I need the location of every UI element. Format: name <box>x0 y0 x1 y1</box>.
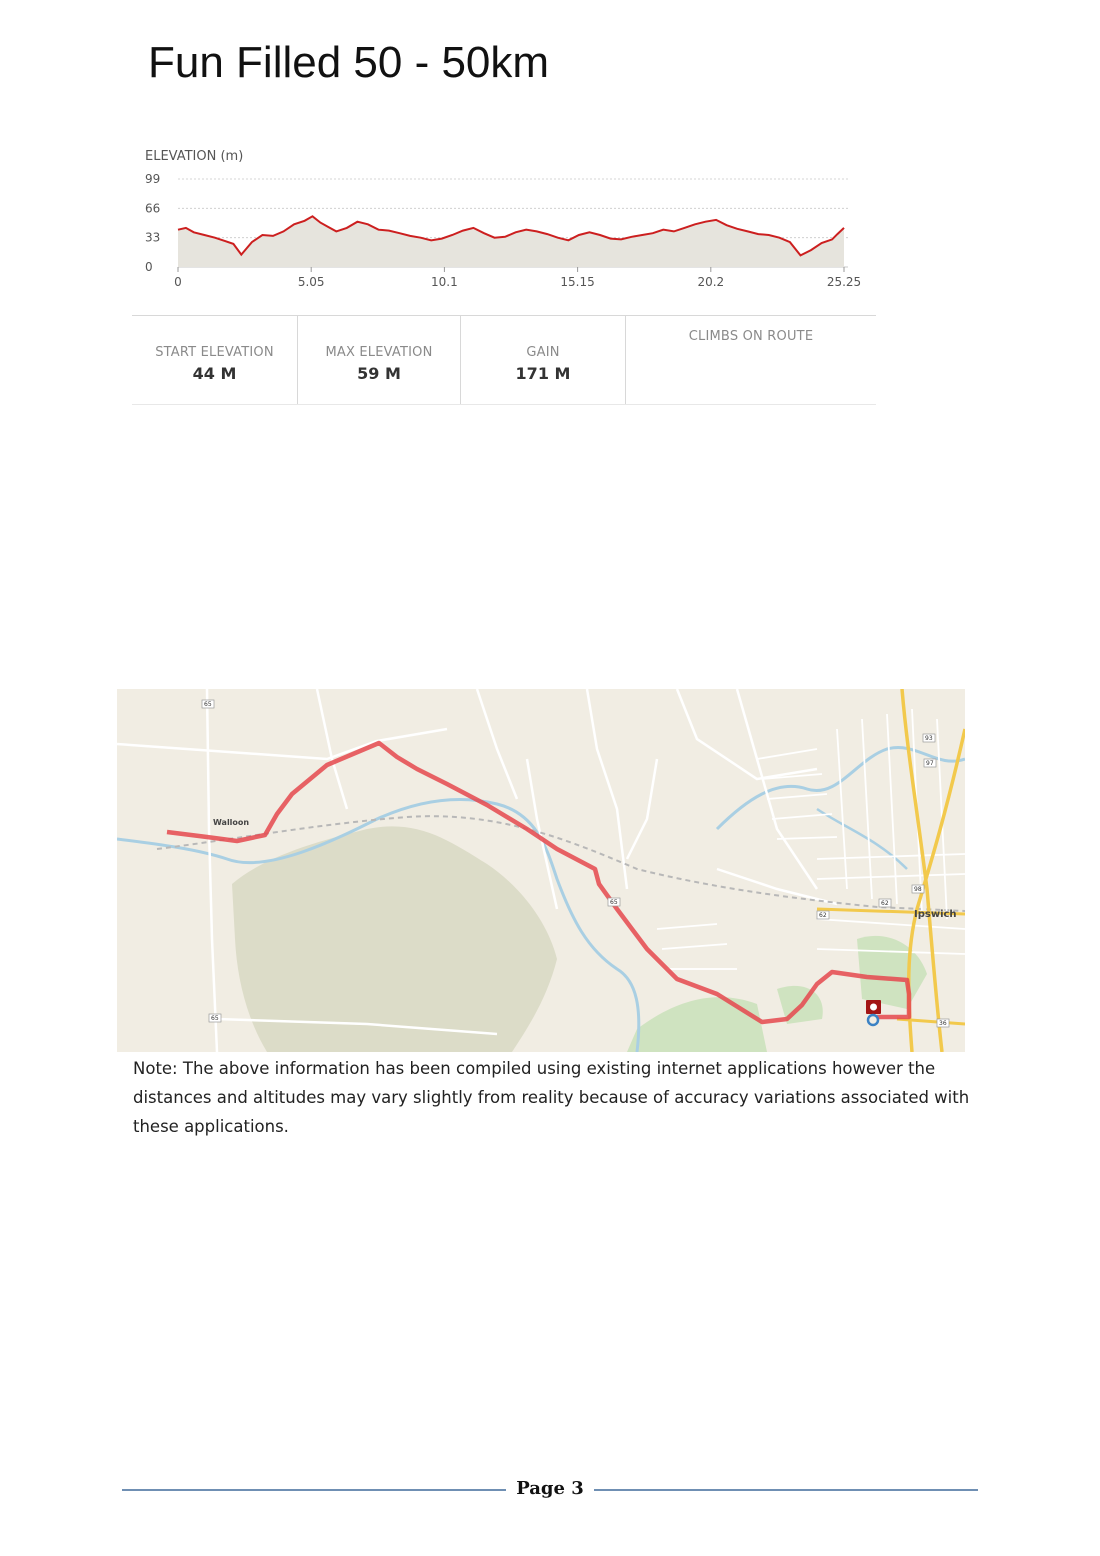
page-title: Fun Filled 50 - 50km <box>148 38 550 87</box>
stat-label: GAIN <box>526 345 560 360</box>
footer-rule-right <box>594 1489 978 1491</box>
road-shield-label: 65 <box>610 899 618 906</box>
route-map-svg <box>117 689 965 1052</box>
elevation-chart-svg <box>132 130 876 315</box>
stat-start-elevation <box>132 316 298 404</box>
road-shield-label: 93 <box>925 735 933 742</box>
y-tick-label: 33 <box>145 230 161 245</box>
road-shield-label: 36 <box>939 1020 947 1027</box>
y-tick-label: 66 <box>145 201 161 216</box>
stat-label: CLIMBS ON ROUTE <box>688 329 814 344</box>
road-shield-label: 65 <box>211 1015 219 1022</box>
x-tick-label: 15.15 <box>560 275 595 289</box>
stat-climbs-on-route <box>626 316 876 404</box>
road-shield-label: 62 <box>881 900 889 907</box>
road-shield-label: 62 <box>819 912 827 919</box>
stat-gain <box>461 316 626 404</box>
place-label: Ipswich <box>914 909 957 920</box>
stat-label: START ELEVATION <box>155 345 274 360</box>
road-shield-label: 98 <box>914 886 922 893</box>
y-tick-label: 0 <box>145 260 153 274</box>
x-tick-label: 20.2 <box>697 275 725 289</box>
elevation-chart <box>132 130 876 315</box>
y-axis-label: ELEVATION (m) <box>145 149 244 164</box>
elevation-area <box>178 216 844 267</box>
elevation-stats <box>132 315 876 405</box>
road-shield-label: 65 <box>204 701 212 708</box>
place-label: Walloon <box>213 818 250 827</box>
stat-label: MAX ELEVATION <box>325 345 433 360</box>
stat-value: 44 M <box>192 364 237 383</box>
stat-value: 171 M <box>515 364 571 383</box>
y-tick-label: 99 <box>145 172 161 186</box>
note-paragraph: Note: The above information has been compiled using existing internet applications however the distances and altitudes may vary slightly from reality because of accuracy variations associated with these applications. <box>133 1059 970 1136</box>
page-number: Page 3 <box>516 1478 584 1499</box>
footer-rule-left <box>122 1489 506 1491</box>
route-map[interactable] <box>117 689 965 1052</box>
x-tick-label: 25.25 <box>826 275 862 289</box>
x-tick-label: 10.1 <box>431 275 458 289</box>
x-tick-label: 5.05 <box>297 275 325 289</box>
stat-max-elevation <box>298 316 461 404</box>
road-shield-label: 97 <box>926 760 934 767</box>
stat-value: 59 M <box>357 364 401 383</box>
x-tick-label: 0 <box>174 275 182 289</box>
